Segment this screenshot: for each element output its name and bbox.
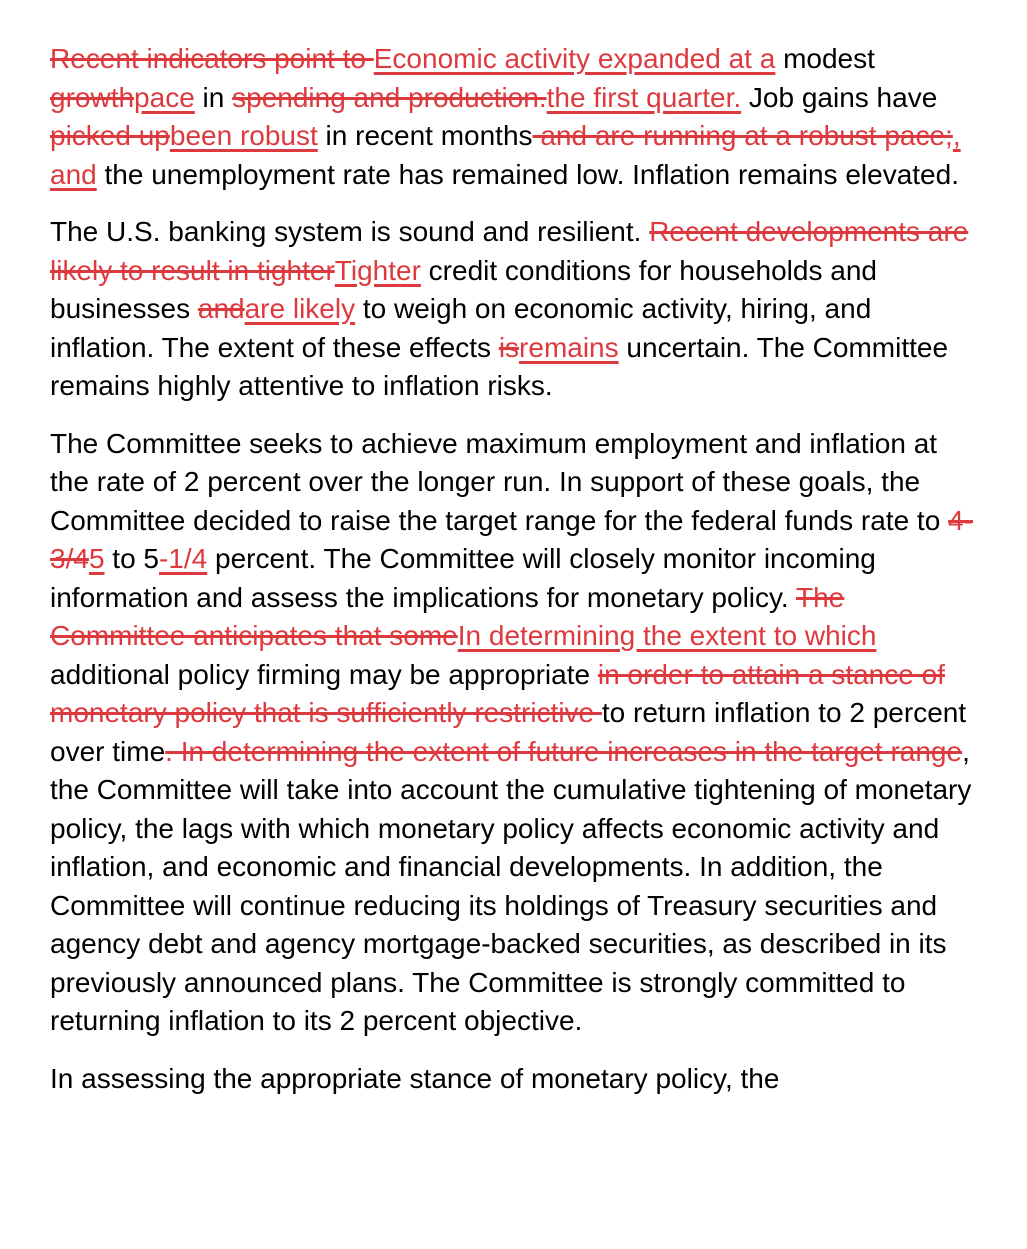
text-run: Job gains have <box>741 81 938 113</box>
paragraph-2 <box>50 213 981 406</box>
deleted-text-run: . In determining the extent of future increases in the target range <box>165 735 963 767</box>
text-run: The U.S. banking system is sound and resilient. <box>50 216 650 247</box>
inserted-text-run: Economic activity expanded at a <box>373 43 776 74</box>
text-run: percent. The Committee will closely monitor incoming information and assess the implications for monetary policy. <box>50 543 876 613</box>
text-run: modest <box>775 43 875 74</box>
inserted-text-run: , and <box>50 120 961 190</box>
deleted-text-run: and are running at a robust pace; <box>532 120 953 151</box>
text-run: in <box>194 81 233 113</box>
text-run: The Committee seeks to achieve maximum employment and inflation at the rate of 2 percent over the longer run. In support of these goals, the Committee decided to raise the target range for the federal funds rate to <box>50 427 949 536</box>
text-run: in recent months <box>317 120 533 151</box>
deleted-text-run: growth <box>50 81 135 113</box>
deleted-text-run: in order to attain a stance of monetary policy that is sufficiently restrictive <box>50 658 945 728</box>
deleted-text-run: spending and production. <box>232 81 547 113</box>
deleted-text-run: 4-3/4 <box>50 504 973 574</box>
text-run: , the Committee will take into account the cumulative tightening of monetary policy, the lags with which monetary policy affects economic activity and inflation, and economic and financial developments. In addition, the Committee will continue reducing its holdings of Treasury securities and agency debt and agency mortgage-backed securities, as described in its previously announced plans. The Committee is strongly committed to returning inflation to its 2 percent objective. <box>50 735 972 1036</box>
text-run: uncertain. The Committee remains highly attentive to inflation risks. <box>50 331 949 401</box>
inserted-text-run: 5 <box>88 543 105 574</box>
text-run: credit conditions for households and businesses <box>50 254 877 324</box>
inserted-text-run: the first quarter. <box>546 81 742 113</box>
deleted-text-run: The Committee anticipates that some <box>50 581 845 651</box>
inserted-text-run: -1/4 <box>159 543 208 574</box>
paragraph-1 <box>50 40 981 194</box>
deleted-text-run: is <box>498 331 520 363</box>
deleted-text-run: Recent developments are likely to result in tighter <box>50 216 969 286</box>
deleted-text-run: and <box>197 293 245 324</box>
inserted-text-run: been robust <box>169 120 318 151</box>
inserted-text-run: pace <box>134 81 195 113</box>
text-run: to weigh on economic activity, hiring, and inflation. The extent of these effects <box>50 293 872 363</box>
inserted-text-run: are likely <box>244 293 356 324</box>
text-run: to return inflation to 2 percent over time <box>50 697 967 767</box>
text-run: the unemployment rate has remained low. Inflation remains elevated. <box>96 158 959 190</box>
paragraph-3 <box>50 425 981 1041</box>
inserted-text-run: Tighter <box>334 254 421 286</box>
paragraph-4 <box>50 1060 981 1099</box>
text-run: In assessing the appropriate stance of monetary policy, the <box>50 1062 780 1094</box>
text-run: to 5 <box>104 543 159 574</box>
deleted-text-run: Recent indicators point to <box>50 43 374 74</box>
inserted-text-run: In determining the extent to which <box>457 620 877 651</box>
text-run: additional policy firming may be appropriate <box>50 658 598 690</box>
deleted-text-run: picked up <box>50 120 170 151</box>
inserted-text-run: remains <box>519 331 619 363</box>
redline-document-body <box>50 40 981 1098</box>
